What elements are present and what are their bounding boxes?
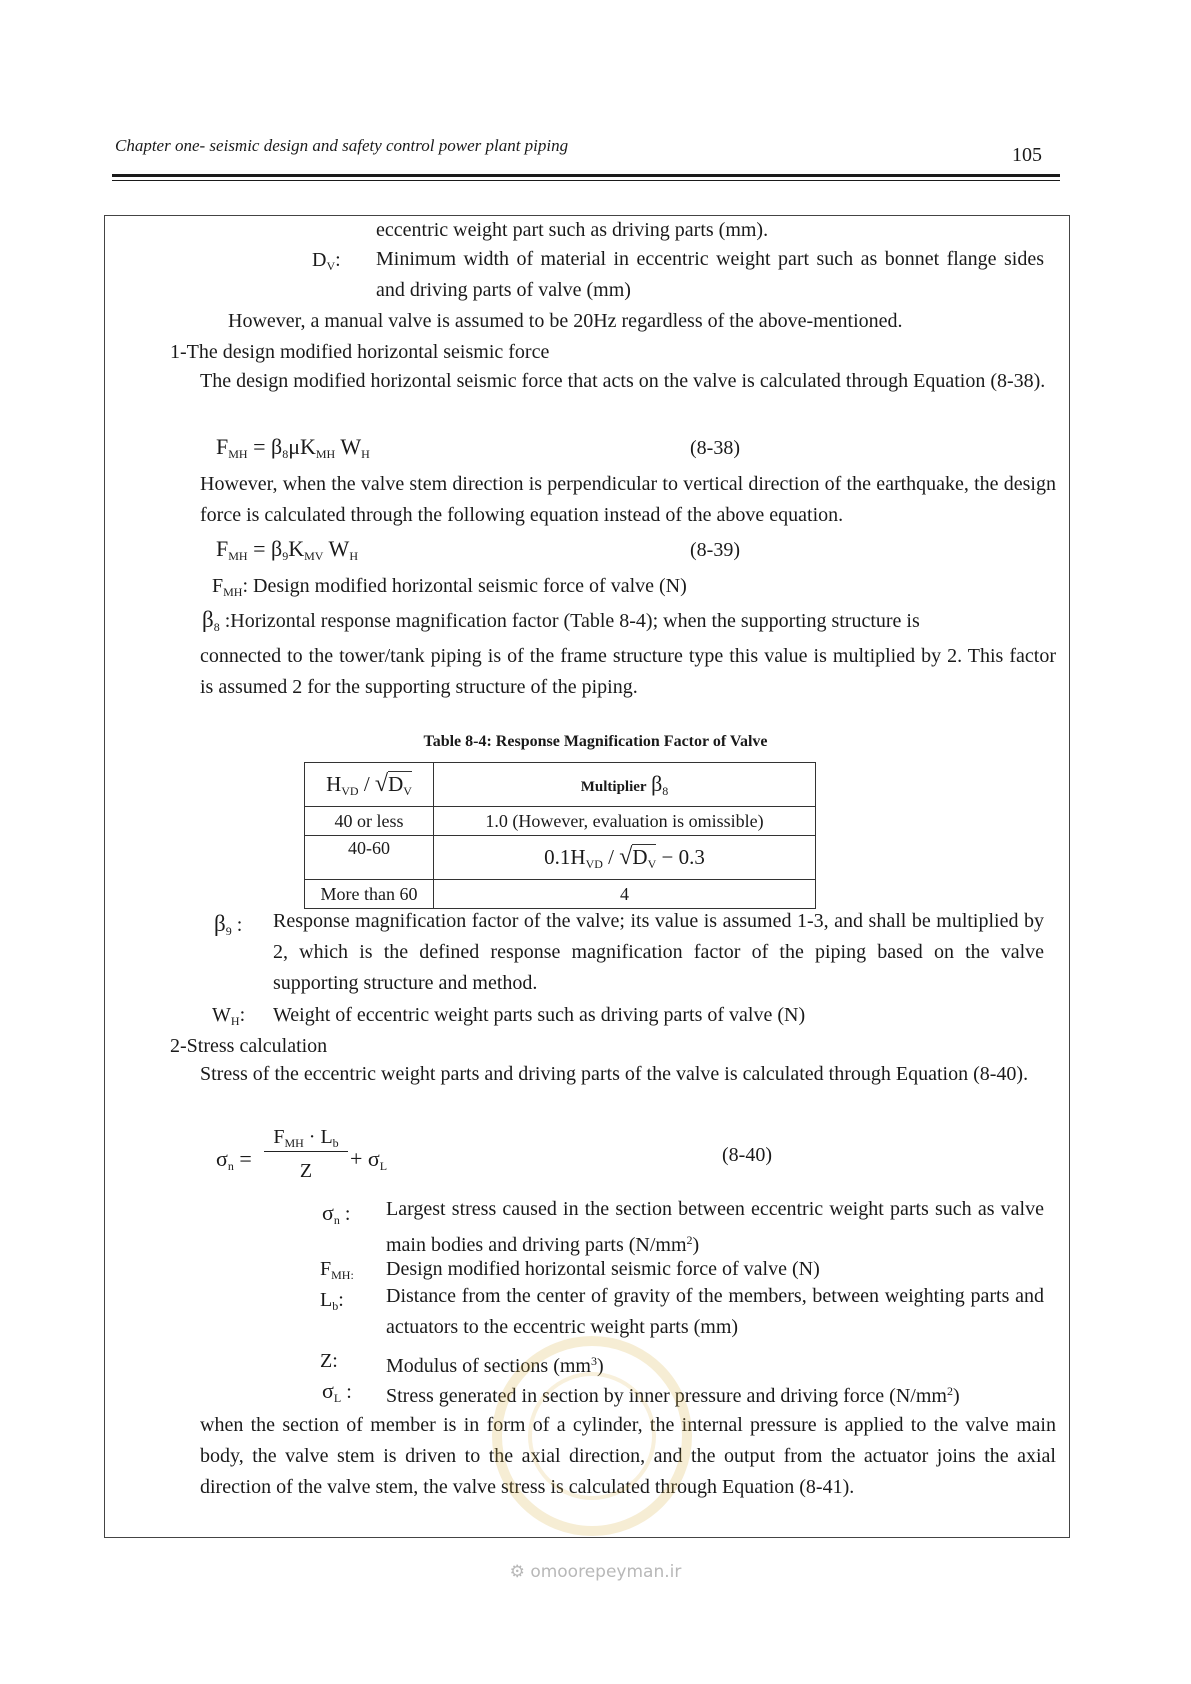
table-header-row [305, 763, 816, 807]
header-rule-thin [112, 180, 1060, 181]
wh-symbol: $W_H$: [212, 1004, 246, 1028]
table-cell-value: 4 [434, 880, 816, 909]
equation-label-8-40: (8-40) [722, 1144, 772, 1166]
z-definition: Modulus of sections $(mm^3)$ [386, 1354, 604, 1377]
wh-definition: Weight of eccentric weight parts such as driving parts of valve (N) [273, 1004, 806, 1026]
fraction-denominator: Z [299, 1160, 313, 1182]
table-row [305, 880, 816, 909]
dv-symbol: $D_V$: [312, 249, 341, 273]
page-number: 105 [1012, 144, 1042, 166]
table-cell-value: 1.0 (However, evaluation is omissible) [434, 807, 816, 836]
table-head-ratio: $H_{VD} / √D_V$ [305, 763, 434, 807]
z-symbol: Z: [320, 1350, 338, 1372]
equation-8-39: $F_{MH} = \beta_9K_{MV}$ $W_H$ [216, 536, 358, 563]
equation-label-8-39: (8-39) [690, 539, 740, 561]
table-cell-value: $0.1H_{VD} / √D_V - 0.3$ [434, 836, 816, 880]
table-caption: Table 8-4: Response Magnification Factor of Valve [423, 733, 768, 750]
table-cell-range: More than 60 [305, 880, 434, 909]
table-row [305, 807, 816, 836]
table-head-multiplier: Multiplier $\beta_8$ [434, 763, 816, 807]
table-cell-range: 40-60 [305, 836, 434, 880]
site-watermark: ⚙ omoorepeyman.ir [509, 1562, 682, 1582]
section-2-intro: Stress of the eccentric weight parts and driving parts of the valve is calculated through Equation (8-40). [200, 1063, 1029, 1085]
beta9-symbol: $\beta_9$ : [214, 911, 243, 938]
seal-watermark-inner [528, 1372, 656, 1500]
beta8-definition: $\beta_8$ :Horizontal response magnification factor (Table 8-4); when the supporting structure is [202, 608, 920, 634]
sigma-l-symbol: $\sigma_L$ : [322, 1378, 352, 1405]
section-2-heading: 2-Stress calculation [170, 1035, 328, 1057]
fmh-symbol: $F_{MH:}$ [320, 1258, 354, 1282]
sigma-n-definition: Largest stress caused in the section between eccentric weight parts such as valve main bodies and driving parts $(N/mm^2)$ [386, 1198, 1044, 1256]
header-rule [112, 174, 1060, 177]
closing-paragraph: when the section of member is in form of a cylinder, the internal pressure is applied to the valve main body, the valve stem is driven to the axial direction, and the output from the actuator joins the axial direction of the valve stem, the valve stress is calculated through Equation (8-41). [200, 1414, 1056, 1498]
section-1-heading: 1-The design modified horizontal seismic force [170, 341, 550, 363]
table-cell-range: 40 or less [305, 807, 434, 836]
lb-definition: Distance from the center of gravity of the members, between weighting parts and actuators to the eccentric weight parts (mm) [386, 1285, 1044, 1338]
sigma-l-definition: Stress generated in section by inner pressure and driving force $(N/mm^2)$ [386, 1384, 960, 1407]
dv-definition: Minimum width of material in eccentric weight part such as bonnet flange sides and driving parts of valve (mm) [376, 248, 1044, 301]
fmh-definition: $F_{MH}$: Design modified horizontal seismic force of valve (N) [212, 575, 687, 599]
section-1-intro: The design modified horizontal seismic force that acts on the valve is calculated through Equation (8-38). [200, 370, 1046, 392]
perpendicular-note: However, when the valve stem direction is perpendicular to vertical direction of the earthquake, the design force is calculated through the following equation instead of the above equation. [200, 473, 1056, 526]
manual-valve-note: However, a manual valve is assumed to be 20Hz regardless of the above-mentioned. [228, 310, 903, 332]
chapter-title: Chapter one- seismic design and safety control power plant piping [115, 136, 569, 155]
beta9-definition: Response magnification factor of the valve; its value is assumed 1-3, and shall be multiplied by 2, which is the defined response magnification factor of the piping based on the valve supporting structure and method. [273, 910, 1044, 994]
beta8-definition-cont: connected to the tower/tank piping is of the frame structure type this value is multiplied by 2. This factor is assumed 2 for the supporting structure of the piping. [200, 645, 1056, 698]
response-factor-table [304, 762, 816, 909]
lb-symbol: $L_b$: [320, 1289, 344, 1313]
fraction-numerator: $F_{MH} \cdot L_b$ [264, 1126, 348, 1152]
equation-label-8-38: (8-38) [690, 437, 740, 459]
table-row [305, 836, 816, 880]
sigma-n-symbol: $\sigma_n$ : [322, 1200, 351, 1227]
definition-continuation: eccentric weight part such as driving parts (mm). [376, 219, 769, 241]
equation-8-38: $F_{MH} = \beta_8\mu K_{MH}$ $W_H$ [216, 434, 370, 461]
fmh-stress-definition: Design modified horizontal seismic force of valve (N) [386, 1258, 820, 1280]
